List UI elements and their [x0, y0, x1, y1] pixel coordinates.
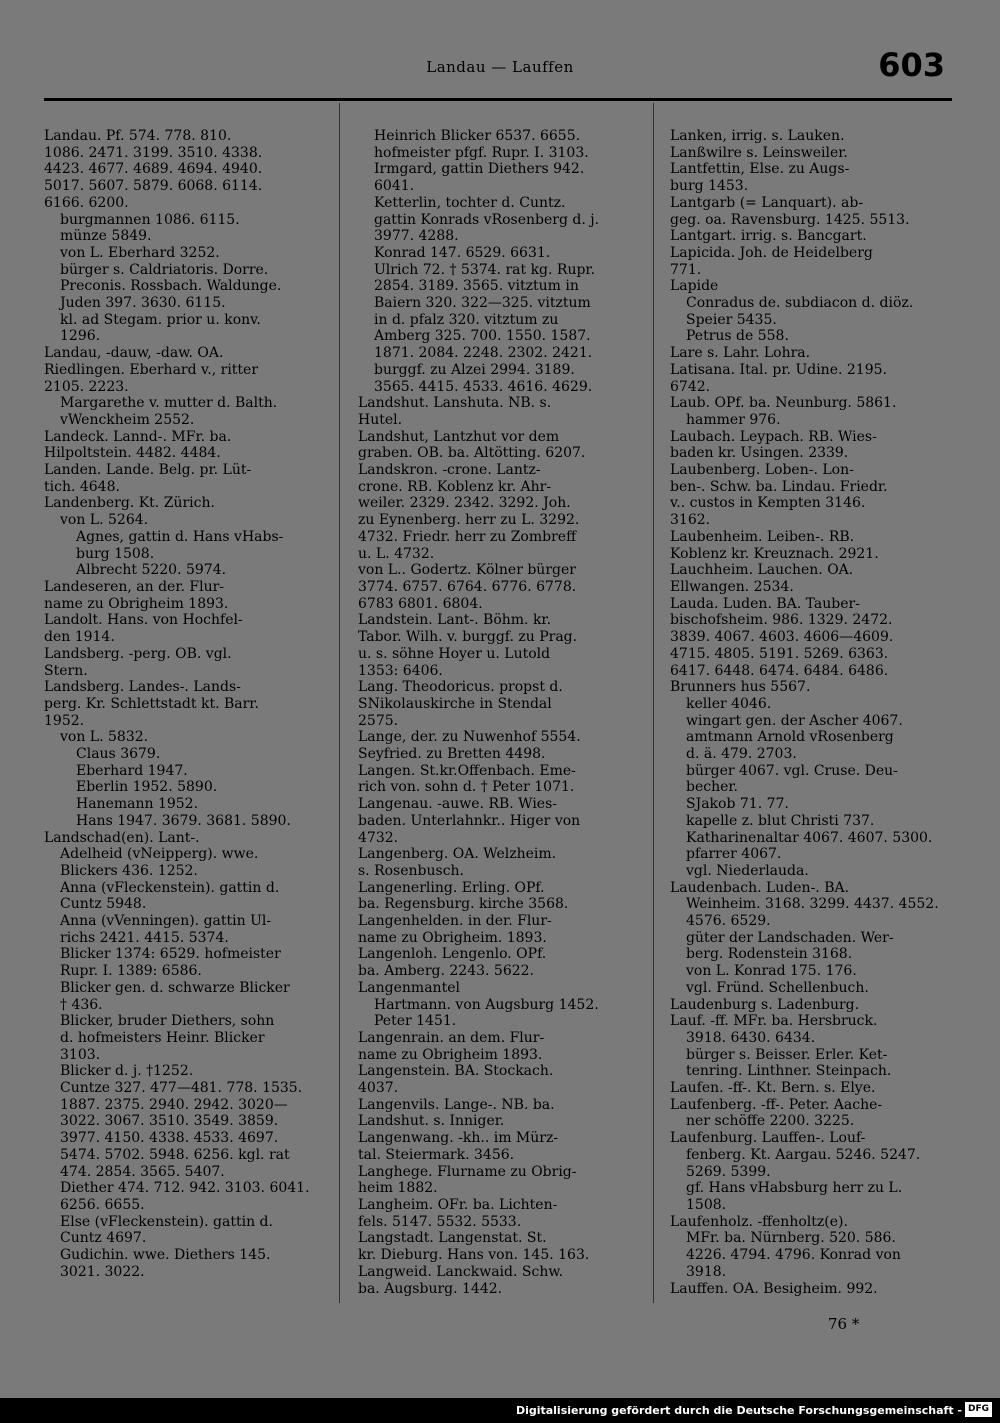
- index-line: 3162.: [670, 512, 711, 529]
- index-line: Gudichin. wwe. Diethers 145.: [60, 1247, 271, 1264]
- index-line: Langenberg. OA. Welzheim.: [358, 846, 557, 863]
- index-line: keller 4046.: [686, 695, 772, 712]
- index-line: kl. ad Stegam. prior u. konv.: [60, 311, 261, 328]
- index-line: Langenau. -auwe. RB. Wies-: [358, 796, 558, 813]
- index-line: tenring. Linthner. Steinpach.: [686, 1063, 892, 1080]
- index-line: Blicker gen. d. schwarze Blicker: [60, 979, 290, 996]
- index-line: Lanken, irrig. s. Lauken.: [670, 128, 845, 144]
- index-line: Landeck. Lannd-. MFr. ba.: [44, 428, 232, 445]
- index-line: Brunners hus 5567.: [670, 679, 811, 696]
- index-line: 4715. 4805. 5191. 5269. 6363.: [670, 645, 889, 662]
- index-line: Landolt. Hans. von Hochfel-: [44, 612, 243, 629]
- index-line: Blicker d. j. †1252.: [60, 1063, 194, 1080]
- index-line: Landen. Lande. Belg. pr. Lüt-: [44, 462, 252, 479]
- index-line: Petrus de 558.: [686, 328, 789, 345]
- index-line: Langenloh. Lengenlo. OPf.: [358, 946, 547, 963]
- index-line: 4732. Friedr. herr zu Zombreff: [358, 528, 577, 545]
- index-line: amtmann Arnold vRosenberg: [686, 729, 894, 746]
- index-line: 2575.: [358, 712, 399, 729]
- index-line: Langhege. Flurname zu Obrig-: [358, 1163, 577, 1180]
- index-line: perg. Kr. Schlettstadt kt. Barr.: [44, 695, 259, 712]
- index-line: Else (vFleckenstein). gattin d.: [60, 1213, 273, 1230]
- index-line: vWenckheim 2552.: [60, 411, 195, 428]
- index-line: 1871. 2084. 2248. 2302. 2421.: [374, 345, 593, 362]
- index-line: name zu Obrigheim 1893.: [44, 595, 229, 612]
- index-line: Lang. Theodoricus. propst d.: [358, 679, 563, 696]
- index-line: Laubenberg. Loben-. Lon-: [670, 462, 854, 479]
- index-line: Lantfettin, Else. zu Augs-: [670, 161, 850, 178]
- index-line: graben. OB. ba. Altötting. 6207.: [358, 445, 586, 462]
- index-line: 1952.: [44, 712, 85, 729]
- header-rule: [44, 98, 952, 101]
- running-header: Landau — Lauffen: [426, 58, 574, 76]
- index-line: Langenhelden. in der. Flur-: [358, 913, 552, 930]
- index-line: 3774. 6757. 6764. 6776. 6778.: [358, 578, 577, 595]
- index-line: Langenerling. Erling. OPf.: [358, 879, 545, 896]
- index-line: 6041.: [374, 178, 415, 195]
- index-line: 1887. 2375. 2940. 2942. 3020—: [60, 1096, 288, 1113]
- index-line: Langen. St.kr.Offenbach. Eme-: [358, 762, 576, 779]
- index-line: 3103.: [60, 1046, 101, 1063]
- index-line: bürger 4067. vgl. Cruse. Deu-: [686, 762, 898, 779]
- index-line: Lapide: [670, 278, 719, 295]
- index-column-1: [44, 128, 320, 1281]
- index-line: von L. Konrad 175. 176.: [686, 963, 857, 980]
- index-line: Juden 397. 3630. 6115.: [60, 295, 226, 312]
- index-line: Agnes, gattin d. Hans vHabs-: [76, 528, 284, 545]
- index-line: Riedlingen. Eberhard v., ritter: [44, 361, 259, 378]
- index-line: 5474. 5702. 5948. 6256. kgl. rat: [60, 1146, 290, 1163]
- index-line: Hans 1947. 3679. 3681. 5890.: [76, 812, 291, 829]
- index-line: Diether 474. 712. 942. 3103. 6041.: [60, 1180, 310, 1197]
- index-line: 6742.: [670, 378, 711, 395]
- index-line: bischofsheim. 986. 1329. 2472.: [670, 612, 893, 629]
- index-line: tal. Steiermark. 3456.: [358, 1146, 515, 1163]
- index-line: MFr. ba. Nürnberg. 520. 586.: [686, 1230, 896, 1247]
- index-line: d. hofmeisters Heinr. Blicker: [60, 1029, 265, 1046]
- index-line: Baiern 320. 322—325. vitztum: [374, 295, 591, 312]
- index-line: Seyfried. zu Bretten 4498.: [358, 746, 546, 763]
- index-line: Anna (vVenningen). gattin Ul-: [60, 913, 272, 930]
- index-line: berg. Rodenstein 3168.: [686, 946, 853, 963]
- index-line: SNikolauskirche in Stendal: [358, 695, 552, 712]
- index-line: Amberg 325. 700. 1550. 1587.: [374, 328, 591, 345]
- index-line: ba. Regensburg. kirche 3568.: [358, 896, 569, 913]
- index-line: gattin Konrads vRosenberg d. j.: [374, 211, 600, 228]
- index-line: 1296.: [60, 328, 101, 345]
- index-line: Adelheid (vNeipperg). wwe.: [60, 846, 259, 863]
- index-line: fenberg. Kt. Aargau. 5246. 5247.: [686, 1146, 921, 1163]
- index-line: Langheim. OFr. ba. Lichten-: [358, 1197, 558, 1213]
- index-line: Ketterlin, tochter d. Cuntz.: [374, 194, 566, 211]
- column-divider-2: [653, 103, 654, 1303]
- index-line: Koblenz kr. Kreuznach. 2921.: [670, 545, 879, 562]
- index-line: Weinheim. 3168. 3299. 4437. 4552.: [686, 896, 939, 913]
- index-line: 1508.: [686, 1197, 727, 1213]
- index-line: Langenrain. an dem. Flur-: [358, 1029, 545, 1046]
- index-line: burgmannen 1086. 6115.: [60, 211, 240, 228]
- index-line: Cuntz 4697.: [60, 1230, 147, 1247]
- index-line: SJakob 71. 77.: [686, 796, 789, 813]
- index-line: 4732.: [358, 829, 399, 846]
- index-line: Landsberg. Landes-. Lands-: [44, 679, 241, 696]
- index-line: 6256. 6655.: [60, 1197, 145, 1213]
- index-line: s. Rosenbusch.: [358, 862, 465, 879]
- index-line: Tabor. Wilh. v. burggf. zu Prag.: [358, 629, 578, 646]
- index-line: Landshut. Lanshuta. NB. s.: [358, 395, 552, 412]
- index-line: 3918.: [686, 1263, 727, 1280]
- index-line: Landstein. Lant-. Böhm. kr.: [358, 612, 552, 629]
- index-line: Landshut. s. Inniger.: [358, 1113, 505, 1130]
- index-line: 3565. 4415. 4533. 4616. 4629.: [374, 378, 593, 395]
- index-line: Landeseren, an der. Flur-: [44, 578, 225, 595]
- index-line: Albrecht 5220. 5974.: [76, 562, 227, 579]
- index-line: 1086. 2471. 3199. 3510. 4338.: [44, 144, 263, 161]
- index-line: weiler. 2329. 2342. 3292. Joh.: [358, 495, 571, 512]
- index-line: Lapicida. Joh. de Heidelberg: [670, 244, 873, 261]
- index-line: v.. custos in Kempten 3146.: [670, 495, 866, 512]
- index-line: ben-. Schw. ba. Lindau. Friedr.: [670, 478, 888, 495]
- index-line: Latisana. Ital. pr. Udine. 2195.: [670, 361, 887, 378]
- index-line: tich. 4648.: [44, 478, 120, 495]
- index-line: Laufenholz. -ffenholtz(e).: [670, 1213, 848, 1230]
- index-line: Langenmantel: [358, 979, 460, 996]
- index-line: Laub. OPf. ba. Neunburg. 5861.: [670, 395, 897, 412]
- index-line: Laufenberg. -ff-. Peter. Aache-: [670, 1096, 883, 1113]
- index-line: 474. 2854. 3565. 5407.: [60, 1163, 225, 1180]
- index-line: wingart gen. der Ascher 4067.: [686, 712, 903, 729]
- index-line: Heinrich Blicker 6537. 6655.: [374, 128, 581, 144]
- index-line: baden kr. Usingen. 2339.: [670, 445, 849, 462]
- index-line: burg 1453.: [670, 178, 749, 195]
- index-line: Peter 1451.: [374, 1013, 457, 1030]
- index-line: ba. Amberg. 2243. 5622.: [358, 963, 535, 980]
- index-line: Landshut, Lantzhut vor dem: [358, 428, 560, 445]
- index-line: Landau. Pf. 574. 778. 810.: [44, 128, 232, 144]
- index-line: Conradus de. subdiacon d. diöz.: [686, 295, 914, 312]
- index-line: Anna (vFleckenstein). gattin d.: [60, 879, 280, 896]
- index-line: Irmgard, gattin Diethers 942.: [374, 161, 585, 178]
- index-line: Langenwang. -kh.. im Mürz-: [358, 1130, 559, 1147]
- index-line: 6417. 6448. 6474. 6484. 6486.: [670, 662, 889, 679]
- index-line: 4226. 4794. 4796. Konrad von: [686, 1247, 901, 1264]
- index-line: u. s. söhne Hoyer u. Lutold: [358, 645, 551, 662]
- index-line: crone. RB. Koblenz kr. Ahr-: [358, 478, 552, 495]
- index-line: baden. Unterlahnkr.. Higer von: [358, 812, 581, 829]
- index-line: burg 1508.: [76, 545, 155, 562]
- index-line: Hartmann. von Augsburg 1452.: [374, 996, 599, 1013]
- index-line: kapelle z. blut Christi 737.: [686, 812, 875, 829]
- index-line: 1353: 6406.: [358, 662, 443, 679]
- index-line: Landau, -dauw, -daw. OA.: [44, 345, 224, 362]
- index-line: Landenberg. Kt. Zürich.: [44, 495, 215, 512]
- page-number: 603: [878, 46, 945, 84]
- index-line: den 1914.: [44, 629, 115, 646]
- index-line: Laufenburg. Lauffen-. Louf-: [670, 1130, 866, 1147]
- index-line: Claus 3679.: [76, 746, 161, 763]
- index-line: Blicker, bruder Diethers, sohn: [60, 1013, 275, 1030]
- index-line: Hanemann 1952.: [76, 796, 199, 813]
- index-line: 4576. 6529.: [686, 913, 771, 930]
- index-line: Blicker 1374: 6529. hofmeister: [60, 946, 281, 963]
- index-line: name zu Obrigheim. 1893.: [358, 929, 547, 946]
- index-line: 4037.: [358, 1080, 399, 1097]
- dfg-logo: DFG: [965, 1402, 992, 1417]
- index-line: Blickers 436. 1252.: [60, 862, 198, 879]
- index-line: Langweid. Lanckwaid. Schw.: [358, 1263, 564, 1280]
- index-line: ba. Augsburg. 1442.: [358, 1280, 503, 1297]
- index-line: Landskron. -crone. Lantz-: [358, 462, 541, 479]
- index-line: 5269. 5399.: [686, 1163, 771, 1180]
- column-divider-1: [339, 103, 340, 1303]
- index-line: Langstadt. Langenstat. St.: [358, 1230, 547, 1247]
- index-line: 3021. 3022.: [60, 1263, 145, 1280]
- index-line: Katharinenaltar 4067. 4607. 5300.: [686, 829, 933, 846]
- index-line: † 436.: [60, 996, 103, 1013]
- index-line: ner schöffe 2200. 3225.: [686, 1113, 855, 1130]
- index-line: Lauffen. OA. Besigheim. 992.: [670, 1280, 878, 1297]
- index-line: von L.. Godertz. Kölner bürger: [358, 562, 576, 579]
- index-line: name zu Obrigheim 1893.: [358, 1046, 543, 1063]
- index-line: Lanßwilre s. Leinsweiler.: [670, 144, 848, 161]
- index-line: geg. oa. Ravensburg. 1425. 5513.: [670, 211, 910, 228]
- index-line: Stern.: [44, 662, 88, 679]
- index-line: bürger s. Caldriatoris. Dorre.: [60, 261, 269, 278]
- index-line: 3022. 3067. 3510. 3549. 3859.: [60, 1113, 279, 1130]
- index-line: Ellwangen. 2534.: [670, 578, 794, 595]
- index-line: 3977. 4288.: [374, 228, 459, 245]
- index-line: Lantgart. irrig. s. Bancgart.: [670, 228, 867, 245]
- index-line: Lare s. Lahr. Lohra.: [670, 345, 811, 362]
- index-line: vgl. Fründ. Schellenbuch.: [686, 979, 869, 996]
- index-line: 3918. 6430. 6434.: [686, 1029, 816, 1046]
- index-line: zu Eynenberg. herr zu L. 3292.: [358, 512, 580, 529]
- index-line: vgl. Niederlauda.: [686, 862, 809, 879]
- index-line: Lange, der. zu Nuwenhof 5554.: [358, 729, 581, 746]
- index-line: Hutel.: [358, 411, 403, 428]
- index-line: pfarrer 4067.: [686, 846, 782, 863]
- index-line: Laubenheim. Leiben-. RB.: [670, 528, 855, 545]
- index-line: Landsberg. -perg. OB. vgl.: [44, 645, 232, 662]
- index-line: Laubach. Leypach. RB. Wies-: [670, 428, 877, 445]
- index-line: Eberhard 1947.: [76, 762, 188, 779]
- index-line: rich von. sohn d. † Peter 1071.: [358, 779, 575, 796]
- index-line: von L. 5832.: [60, 729, 149, 746]
- index-line: Laufen. -ff-. Kt. Bern. s. Elye.: [670, 1080, 876, 1097]
- index-line: Rupr. I. 1389: 6586.: [60, 963, 202, 980]
- funding-credit: Digitalisierung gefördert durch die Deutsche Forschungsgemeinschaft -: [515, 1404, 962, 1417]
- index-line: d. ä. 479. 2703.: [686, 746, 797, 763]
- index-line: Cuntze 327. 477—481. 778. 1535.: [60, 1080, 303, 1097]
- index-line: 2854. 3189. 3565. vitztum in: [374, 278, 579, 295]
- index-line: Lauchheim. Lauchen. OA.: [670, 562, 854, 579]
- index-line: Konrad 147. 6529. 6631.: [374, 244, 551, 261]
- index-line: hammer 976.: [686, 411, 781, 428]
- index-line: becher.: [686, 779, 738, 796]
- index-line: heim 1882.: [358, 1180, 438, 1197]
- index-line: 3839. 4067. 4603. 4606—4609.: [670, 629, 894, 646]
- index-line: Ulrich 72. † 5374. rat kg. Rupr.: [374, 261, 596, 278]
- index-line: Lauda. Luden. BA. Tauber-: [670, 595, 860, 612]
- index-line: Eberlin 1952. 5890.: [76, 779, 218, 796]
- index-line: Langenstein. BA. Stockach.: [358, 1063, 554, 1080]
- index-line: gf. Hans vHabsburg herr zu L.: [686, 1180, 903, 1197]
- printer-signature: 76 *: [828, 1315, 860, 1333]
- index-line: 3977. 4150. 4338. 4533. 4697.: [60, 1130, 279, 1147]
- index-line: von L. Eberhard 3252.: [60, 244, 220, 261]
- index-line: 6783 6801. 6804.: [358, 595, 483, 612]
- index-line: in d. pfalz 320. vitztum zu: [374, 311, 559, 328]
- index-column-2: [358, 128, 634, 1297]
- index-line: Hilpoltstein. 4482. 4484.: [44, 445, 221, 462]
- index-line: richs 2421. 4415. 5374.: [60, 929, 229, 946]
- index-line: hofmeister pfgf. Rupr. I. 3103.: [374, 144, 589, 161]
- index-line: münze 5849.: [60, 228, 152, 245]
- index-line: fels. 5147. 5532. 5533.: [358, 1213, 522, 1230]
- index-line: bürger s. Beisser. Erler. Ket-: [686, 1046, 888, 1063]
- index-line: 771.: [670, 261, 702, 278]
- index-line: Cuntz 5948.: [60, 896, 147, 913]
- index-line: u. L. 4732.: [358, 545, 435, 562]
- index-line: 6166. 6200.: [44, 194, 129, 211]
- index-line: Laudenburg s. Ladenburg.: [670, 996, 860, 1013]
- index-line: güter der Landschaden. Wer-: [686, 929, 894, 946]
- index-line: 5017. 5607. 5879. 6068. 6114.: [44, 178, 263, 195]
- index-line: 4423. 4677. 4689. 4694. 4940.: [44, 161, 263, 178]
- index-line: Lauf. -ff. MFr. ba. Hersbruck.: [670, 1013, 878, 1030]
- index-line: Landschad(en). Lant-.: [44, 829, 200, 846]
- index-line: burggf. zu Alzei 2994. 3189.: [374, 361, 575, 378]
- index-line: Lantgarb (= Lanquart). ab-: [670, 194, 864, 211]
- index-line: kr. Dieburg. Hans von. 145. 163.: [358, 1247, 590, 1264]
- index-line: Laudenbach. Luden-. BA.: [670, 879, 850, 896]
- index-line: Langenvils. Lange-. NB. ba.: [358, 1096, 555, 1113]
- index-line: Preconis. Rossbach. Waldunge.: [60, 278, 282, 295]
- index-line: von L. 5264.: [60, 512, 149, 529]
- index-line: Speier 5435.: [686, 311, 777, 328]
- index-column-3: [670, 128, 946, 1297]
- index-line: Margarethe v. mutter d. Balth.: [60, 395, 278, 412]
- index-line: 2105. 2223.: [44, 378, 129, 395]
